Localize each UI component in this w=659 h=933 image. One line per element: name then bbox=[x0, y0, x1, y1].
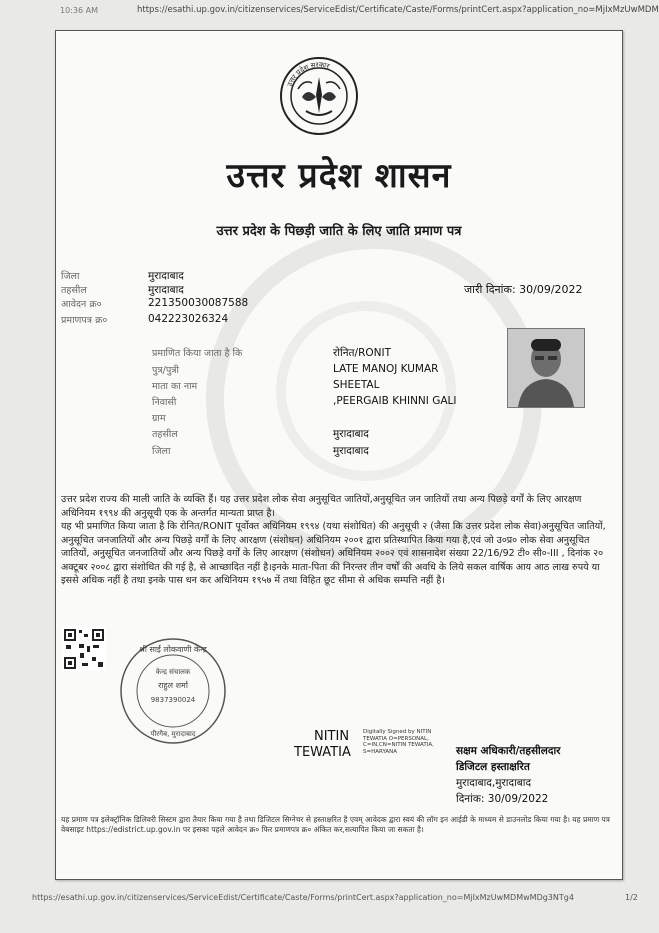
stamp-line: केन्द्र संचालक bbox=[155, 668, 191, 676]
district-value: मुरादाबाद bbox=[148, 270, 184, 282]
stamp-line: 9837390024 bbox=[150, 696, 196, 704]
field-label: माता का नाम bbox=[152, 381, 198, 392]
authority-location: मुरादाबाद,मुरादाबाद bbox=[456, 777, 532, 789]
field-label: तहसील bbox=[61, 285, 87, 296]
stamp-line: राहुल शर्मा bbox=[158, 681, 188, 690]
field-label: तहसील bbox=[152, 429, 178, 440]
tehsil-value: मुरादाबाद bbox=[148, 284, 184, 296]
authority-block bbox=[456, 743, 560, 807]
qr-code-icon[interactable] bbox=[62, 627, 106, 671]
field-label: पुत्र/पुत्री bbox=[152, 365, 179, 376]
certificate-number: 042223026324 bbox=[148, 313, 229, 325]
address-value: ,PEERGAIB KHINNI GALI bbox=[333, 395, 457, 407]
field-label: प्रमाणित किया जाता है कि bbox=[152, 348, 243, 359]
authority-title: सक्षम अधिकारी/तहसीलदार bbox=[456, 745, 561, 757]
authority-digital: डिजिटल हस्ताक्षरित bbox=[456, 761, 530, 773]
up-emblem-icon bbox=[278, 55, 360, 137]
csc-stamp bbox=[118, 636, 228, 746]
field-label: प्रमाणपत्र क्र० bbox=[61, 315, 108, 326]
emblem-text: उत्तर प्रदेश सरकार bbox=[285, 60, 331, 88]
url-text[interactable]: https://esathi.up.gov.in/citizenservices/ServiceEdist/Certificate/Caste/Forms/printCert.aspx?application_no=MjIxMzUwMDM bbox=[137, 5, 659, 15]
field-label: आवेदन क्र० bbox=[61, 299, 102, 310]
tehsil-value-2: मुरादाबाद bbox=[333, 428, 369, 440]
district-value-2: मुरादाबाद bbox=[333, 445, 369, 457]
signer-name bbox=[294, 729, 351, 761]
field-label: जिला bbox=[61, 271, 80, 282]
signer-first: NITIN bbox=[314, 729, 350, 744]
certificate-subtitle: उत्तर प्रदेश के पिछड़ी जाति के लिए जाति प्रमाण पत्र bbox=[216, 224, 462, 239]
authority-date: दिनांक: 30/09/2022 bbox=[456, 793, 549, 805]
footer-url: https://esathi.up.gov.in/citizenservices/ServiceEdist/Certificate/Caste/Forms/printCert.aspx?application_no=MjIxMzUwMDMwMDg3NTg4 bbox=[32, 893, 574, 902]
page-number: 1/2 bbox=[625, 893, 638, 902]
svg-text:उत्तर प्रदेश सरकार bbox=[286, 61, 331, 88]
digital-signature-text: Digitally Signed by NITIN TEWATIA O=PERSONAL, C=IN,CN=NITIN TEWATIA, S=HARYANA bbox=[363, 729, 434, 755]
time-text: 10:36 AM bbox=[60, 6, 98, 15]
application-number: 221350030087588 bbox=[148, 297, 249, 309]
certificate-body: उत्तर प्रदेश राज्य की माली जाति के व्यक्ति हैं। यह उत्तर प्रदेश लोक सेवा अनुसूचित जातियों,अनुसूचित जन जातियों तथा अन्य पिछड़े वर्गों के लिए आरक्षण अधिनियम १९९४ की अनुसूची एक के अन्तर्गत मान्यता प्राप्त है। यह भी प्रमाणित किया जाता है कि रोनित/RONIT पूर्वोक्त अधिनियम १९९४ (यथा संशोधित) की अनुसूची २ (जैसा कि उत्तर प्रदेश लोक सेवा)अनुसूचित जातियों, अनुसूचित जनजातियों और अन्य पिछड़े वर्गों के लिए आरक्षण (संशोधन) अधिनियम २००१ द्वारा प्रतिस्थापित किया गया है,एवं जो उ०प्र० लोक सेवा अनुसूचित जातियों, अनुसूचित जनजातियों और अन्य पिछड़े वर्गों के लिए आरक्षण (संशोधन) अधिनियम २००२ एवं शासनादेश संख्या 22/16/92 टी० सी०-III , दिनांक २० अक्टूबर २००८ द्वारा संशोधित की गई है, से आच्छादित नहीं है।इनके माता-पिता की निरन्तर तीन वर्षों की अवधि के लिये सकल वार्षिक आय आठ लाख रुपये या इससे अधिक नहीं है तथा इनके पास धन कर अधिनियम १९५७ में तथा विहित छूट सीमा से अधिक सम्पत्ति नहीं है। bbox=[61, 494, 606, 586]
browser-header bbox=[0, 0, 659, 22]
father-name: LATE MANOJ KUMAR bbox=[333, 363, 439, 375]
field-label: जिला bbox=[152, 446, 171, 457]
mother-name: SHEETAL bbox=[333, 379, 380, 391]
certificate-title: उत्तर प्रदेश शासन bbox=[226, 156, 452, 196]
applicant-name: रोनित/RONIT bbox=[333, 347, 392, 359]
issue-date: जारी दिनांक: 30/09/2022 bbox=[464, 283, 583, 296]
stamp-line: श्री साईं लोकवाणी केन्द्र bbox=[139, 645, 207, 654]
footnote: यह प्रमाण पत्र इलेक्ट्रॉनिक डिलिवरी सिस्टम द्वारा तैयार किया गया है तथा डिजिटल सिग्नेचर से हस्ताक्षरित है एवम् आवेदक द्वारा स्वयं की लॉग इन आईडी के माध्यम से डाउनलोड किया गया है। यह प्रमाण पत्र वेबसाइट https://edistrict.up.gov.in पर इसका पहले आवेदन क्र० फिर प्रमाणपत्र क्र० अंकित कर,सत्यापित किया जा सकता है। bbox=[61, 815, 610, 834]
signer-last: TEWATIA bbox=[294, 745, 351, 760]
field-label: निवासी bbox=[152, 397, 177, 408]
applicant-photo bbox=[507, 328, 585, 408]
certificate-sheet bbox=[55, 30, 623, 880]
field-label: ग्राम bbox=[152, 413, 166, 424]
stamp-line: पीरगैब, मुरादाबाद bbox=[150, 730, 196, 738]
